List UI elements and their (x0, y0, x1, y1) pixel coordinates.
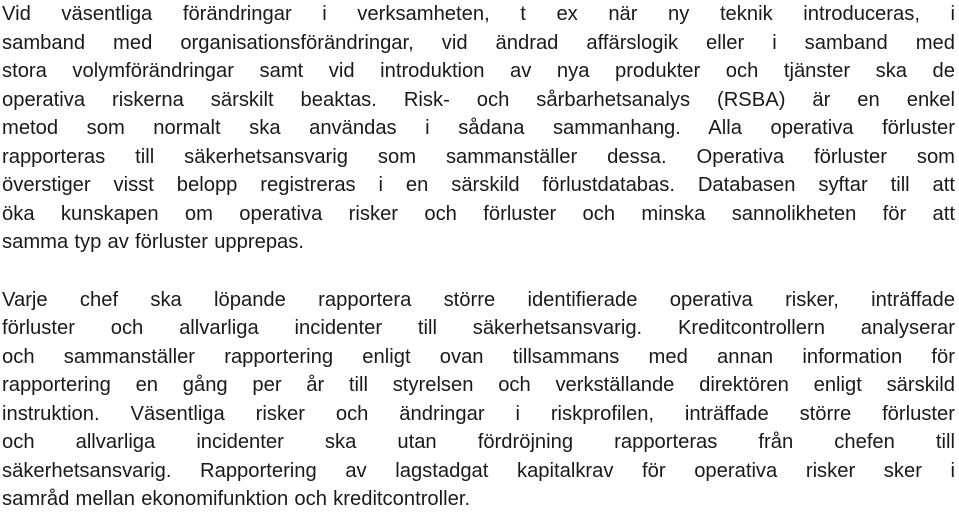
text-line: samband med organisationsförändringar, vid ändrad affärslogik eller i samband med (2, 31, 955, 54)
text-line: och allvarliga incidenter ska utan fördröjning rapporteras från chefen till (2, 431, 955, 453)
text-line: metod som normalt ska användas i sådana sammanhang. Alla operativa förluster (2, 117, 955, 139)
text-line: säkerhetsansvarig. Rapportering av lagstadgat kapitalkrav för operativa risker sker i (2, 459, 955, 482)
text-line: stora volymförändringar samt vid introduktion av nya produkter och tjänster ska de (2, 60, 955, 82)
text-line: överstiger visst belopp registreras i en särskild förlustdatabas. Databasen syftar till att (2, 174, 955, 196)
text-line: Varje chef ska löpande rapportera större identifierade operativa risker, inträffade (2, 288, 955, 311)
text-line: Vid väsentliga förändringar i verksamheten, t ex när ny teknik introduceras, i (2, 3, 955, 25)
text-line: samma typ av förluster upprepas. (2, 231, 304, 253)
text-line: rapportering en gång per år till styrelsen och verkställande direktören enligt särskild (2, 374, 955, 396)
text-line: rapporteras till säkerhetsansvarig som sammanställer dessa. Operativa förluster som (2, 145, 955, 168)
text-line: öka kunskapen om operativa risker och förluster och minska sannolikheten för att (2, 202, 955, 225)
text-line: och sammanställer rapportering enligt ovan tillsammans med annan information för (2, 345, 955, 368)
text-line: operativa riskerna särskilt beaktas. Risk- och sårbarhetsanalys (RSBA) är en enkel (2, 88, 955, 111)
text-line: förluster och allvarliga incidenter till säkerhetsansvarig. Kreditcontrollern analyserar (2, 317, 955, 339)
text-line: samråd mellan ekonomifunktion och kreditcontroller. (2, 488, 471, 510)
text-line: instruktion. Väsentliga risker och ändringar i riskprofilen, inträffade större förluster (2, 402, 955, 425)
